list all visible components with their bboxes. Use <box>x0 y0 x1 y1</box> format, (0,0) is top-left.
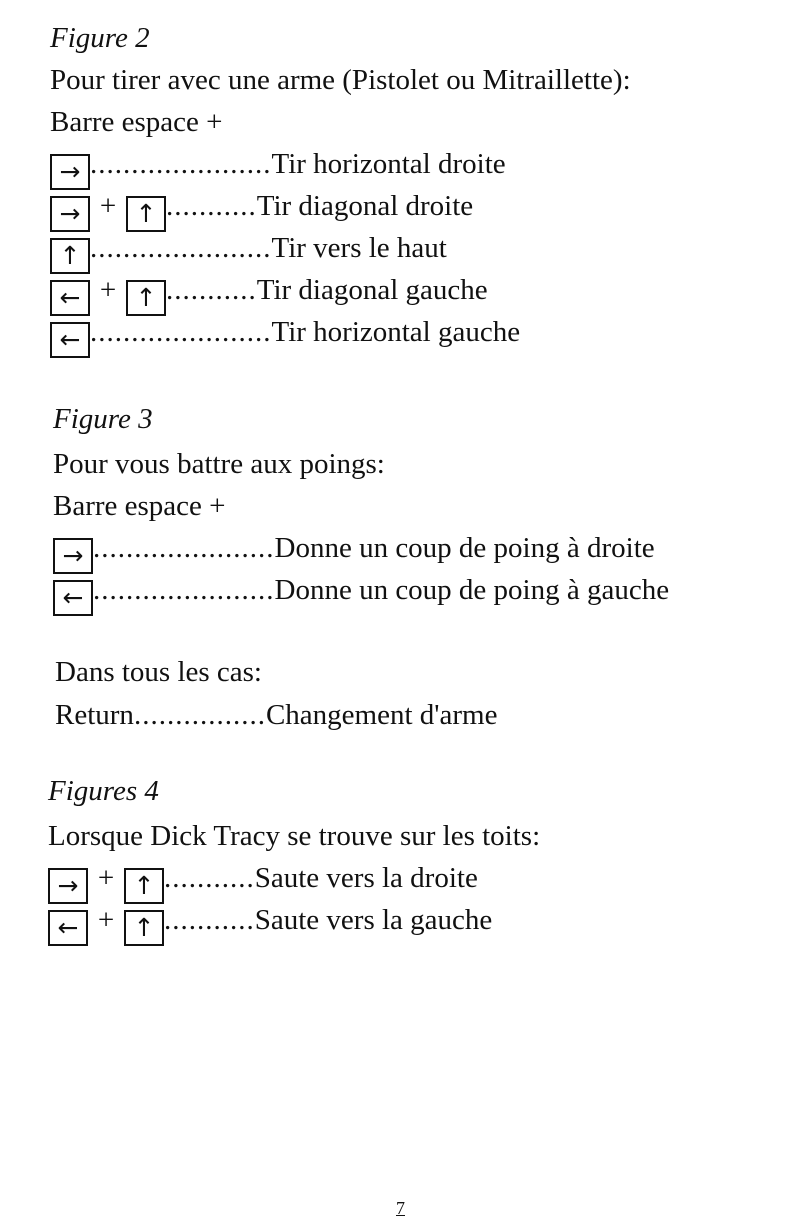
leader-dots: ...................... <box>93 574 275 606</box>
leader-dots: ........... <box>164 904 255 936</box>
figures-4-intro: Lorsque Dick Tracy se trouve sur les toits: <box>48 820 541 852</box>
leader-dots: ........... <box>166 274 257 306</box>
plus-sign: + <box>99 190 117 222</box>
action-label: Donne un coup de poing à gauche <box>274 574 670 606</box>
left-arrow-key-icon: ← <box>53 580 93 616</box>
action-label: Tir horizontal gauche <box>271 316 521 348</box>
figure-2-row <box>50 276 488 316</box>
right-arrow-key-icon: → <box>50 196 90 232</box>
figure-2-intro: Pour tirer avec une arme (Pistolet ou Mitraillette): <box>50 64 631 96</box>
figure-2-row <box>50 150 506 190</box>
plus-sign: + <box>99 274 117 306</box>
leader-dots: ...................... <box>90 148 272 180</box>
action-label: Saute vers la droite <box>254 862 478 894</box>
right-arrow-key-icon: → <box>48 868 88 904</box>
leader-dots: ...................... <box>90 232 272 264</box>
figure-2-title: Figure 2 <box>50 22 150 54</box>
up-arrow-key-icon: ↑ <box>124 868 164 904</box>
action-label: Changement d'arme <box>265 699 498 731</box>
action-label: Donne un coup de poing à droite <box>274 532 655 564</box>
action-label: Tir horizontal droite <box>271 148 506 180</box>
figure-3-intro: Pour vous battre aux poings: <box>53 448 385 480</box>
figure-3-title: Figure 3 <box>53 403 153 435</box>
leader-dots: ...................... <box>90 316 272 348</box>
figure-3-row <box>53 534 655 574</box>
up-arrow-key-icon: ↑ <box>124 910 164 946</box>
figure-2-row <box>50 234 447 274</box>
figures-4-title: Figures 4 <box>48 775 159 807</box>
up-arrow-key-icon: ↑ <box>126 280 166 316</box>
figures-4-row <box>48 906 492 946</box>
action-label: Tir diagonal gauche <box>256 274 488 306</box>
leader-dots: ........... <box>164 862 255 894</box>
right-arrow-key-icon: → <box>53 538 93 574</box>
action-label: Tir diagonal droite <box>256 190 474 222</box>
leader-dots: ........... <box>166 190 257 222</box>
figure-3-modifier: Barre espace + <box>53 490 226 522</box>
action-label: Tir vers le haut <box>271 232 447 264</box>
left-arrow-key-icon: ← <box>50 322 90 358</box>
page-number: 7 <box>396 1198 405 1218</box>
return-key-label: Return <box>55 699 134 731</box>
leader-dots: ................ <box>133 699 266 731</box>
plus-sign: + <box>97 904 115 936</box>
left-arrow-key-icon: ← <box>50 280 90 316</box>
figure-3-row <box>53 576 669 616</box>
figures-4-row <box>48 864 478 904</box>
figure-2-row <box>50 318 520 358</box>
leader-dots: ...................... <box>93 532 275 564</box>
left-arrow-key-icon: ← <box>48 910 88 946</box>
figure-2-row <box>50 192 473 232</box>
return-row <box>55 701 497 730</box>
up-arrow-key-icon: ↑ <box>126 196 166 232</box>
all-cases-label: Dans tous les cas: <box>55 656 262 688</box>
action-label: Saute vers la gauche <box>254 904 493 936</box>
plus-sign: + <box>97 862 115 894</box>
right-arrow-key-icon: → <box>50 154 90 190</box>
up-arrow-key-icon: ↑ <box>50 238 90 274</box>
figure-2-modifier: Barre espace + <box>50 106 223 138</box>
